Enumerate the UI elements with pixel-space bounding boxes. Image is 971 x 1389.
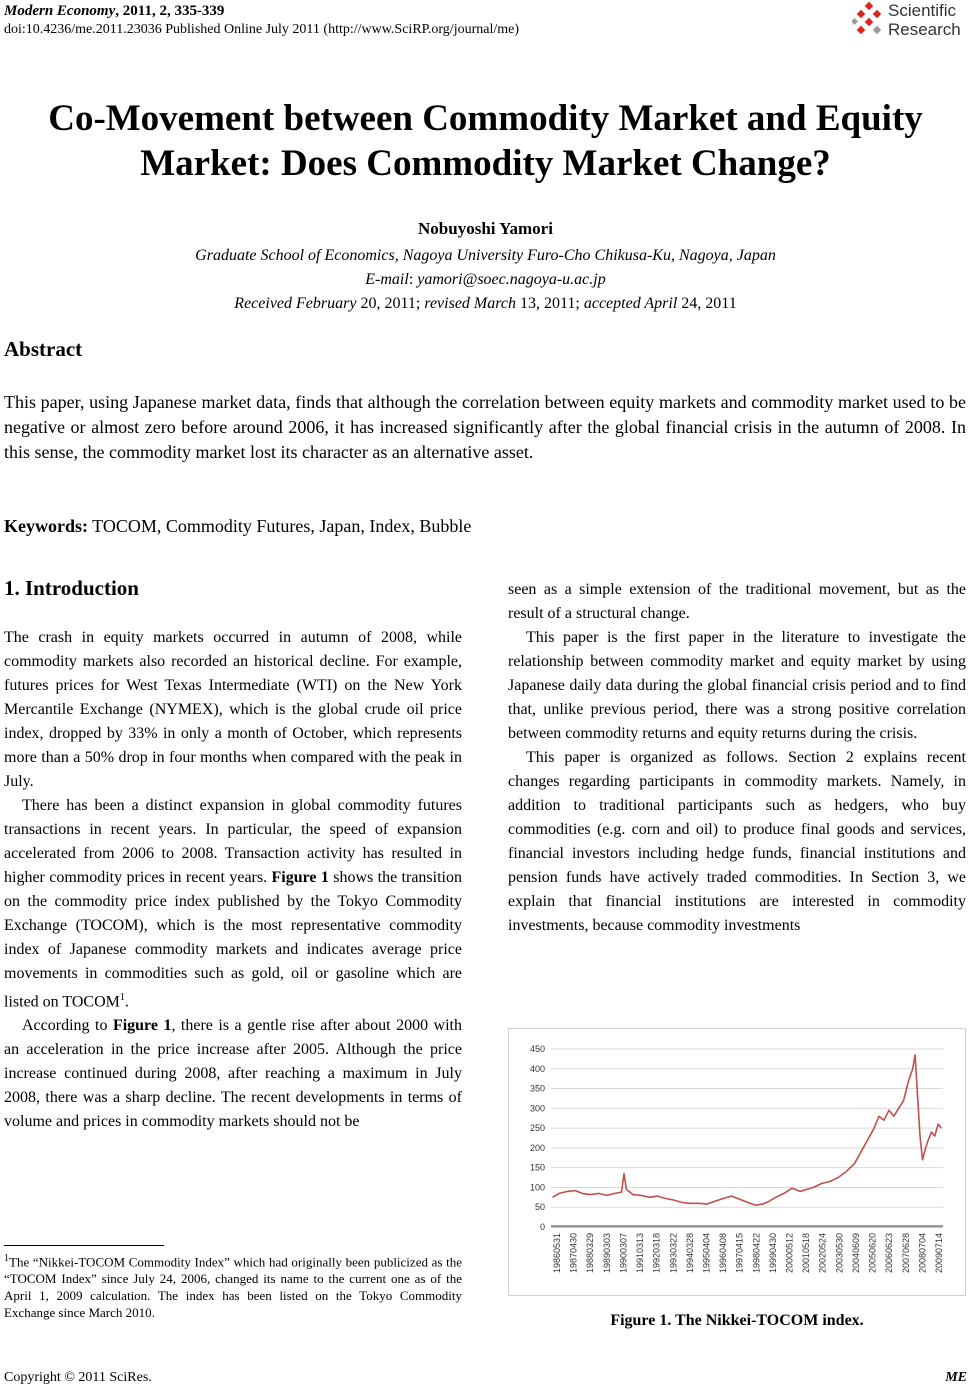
introduction-heading: 1. Introduction: [4, 576, 139, 600]
copyright-footer: Copyright © 2011 SciRes.: [4, 1370, 152, 1385]
affiliation-rest: , Nagoya University Furo-Cho Chikusa-Ku, Nagoya, Japan: [394, 247, 776, 264]
keywords-line: [4, 516, 966, 537]
figure-1-ref[interactable]: Figure 1: [271, 869, 329, 886]
x-tick-label: 19940328: [684, 1233, 695, 1274]
revised-label: revised March: [424, 295, 516, 312]
right-column: [508, 578, 966, 938]
publisher-logo: [852, 1, 968, 41]
x-tick-label: 19920318: [651, 1233, 662, 1274]
doi-line: doi:10.4236/me.2011.23036 Published Online July 2011 (http://www.SciRP.org/journal/me): [4, 22, 520, 37]
left-paragraph-3: [4, 1014, 462, 1134]
right-paragraph-2: This paper is the first paper in the literature to investigate the relationship between commodity market and equity market by using Japanese daily data during the global financial crisis period and to find that, unlike previous period, there was a strong positive correlation between commodity returns and equity returns during the crisis.: [508, 629, 966, 742]
title-line-2: Market: Does Commodity Market Change?: [140, 143, 831, 184]
left-column: [4, 626, 462, 1134]
figure-1-ref-2[interactable]: Figure 1: [112, 1017, 172, 1035]
school-name: Graduate School of Economics: [195, 247, 395, 264]
x-tick-label: 20040609: [850, 1233, 861, 1274]
footnote-ref-1[interactable]: 1: [119, 992, 125, 1003]
abstract-heading: Abstract: [4, 337, 83, 361]
footnote: [4, 1250, 462, 1321]
y-tick-label: 400: [529, 1063, 545, 1074]
journal-header: [4, 3, 224, 20]
x-tick-label: 20070628: [900, 1233, 911, 1274]
journal-volume: , 2011, 2, 335-339: [115, 3, 225, 19]
paper-title: [0, 96, 971, 186]
x-tick-label: 20010518: [801, 1233, 812, 1274]
y-tick-label: 350: [529, 1083, 545, 1094]
left-p3-part-a: According to: [22, 1017, 113, 1035]
y-tick-label: 100: [529, 1182, 545, 1193]
x-tick-label: 20060623: [884, 1233, 895, 1274]
y-tick-label: 0: [539, 1222, 545, 1232]
x-axis-band: [551, 1225, 943, 1227]
email-address: yamori@soec.nagoya-u.ac.jp: [417, 271, 606, 288]
keywords-label: Keywords:: [4, 516, 88, 536]
email-line: E-mail: yamori@soec.nagoya-u.ac.jp: [365, 271, 606, 288]
x-tick-label: 19910313: [635, 1233, 646, 1274]
y-tick-label: 250: [529, 1123, 545, 1134]
x-tick-label: 19870430: [568, 1233, 579, 1274]
left-paragraph-1: The crash in equity markets occurred in autumn of 2008, while commodity markets also recorded an historical decline. For example, futures prices for West Texas Intermediate (WTI) on the New York Mercantile Exchange (NYMEX), which is the global crude oil price index, dropped by 33% in only a month of October, which represents more than a 50% drop in four months when compared with the peak in July.: [4, 629, 462, 790]
journal-name: Modern Economy: [4, 3, 116, 19]
y-tick-label: 50: [534, 1202, 545, 1213]
abstract-text: This paper, using Japanese market data, finds that although the correlation between equity markets and commodity market used to be negative or almost zero before around 2006, it has increased significantly after the global financial crisis in the autumn of 2008. In this sense, the commodity market lost its character as an alternative asset.: [4, 392, 966, 462]
email-label: E-mail: [365, 271, 409, 288]
x-tick-label: 19900307: [618, 1233, 629, 1274]
affiliation-block: [0, 244, 971, 316]
accepted-date: 24, 2011: [677, 295, 737, 312]
left-p2-end: .: [124, 993, 129, 1011]
title-line-1: Co-Movement between Commodity Market and Equity: [48, 98, 923, 139]
figure-caption: Figure 1. The Nikkei-TOCOM index.: [610, 1312, 864, 1329]
revised-date: 13, 2011;: [515, 295, 584, 312]
logo-line-1: Scientific: [888, 1, 957, 20]
right-paragraph-3: This paper is organized as follows. Section 2 explains recent changes regarding participants in commodity markets. Namely, in addition to traditional participants such as hedgers, who buy commodities (e.g. corn and oil) to produce final goods and services, financial investors including hedge funds, financial institutions and pension funds have actively traded commodities. In Section 3, we explain that financial institutions are interested in commodity investments, because commodity investments: [508, 749, 966, 934]
scientific-research-logo-icon: [852, 1, 886, 39]
x-tick-label: 19970415: [734, 1233, 745, 1274]
footnote-rule: [4, 1245, 164, 1246]
x-tick-label: 19890303: [601, 1233, 612, 1274]
dates-line: [0, 292, 971, 316]
left-paragraph-2: [4, 794, 462, 1014]
x-tick-label: 20050620: [867, 1233, 878, 1274]
footnote-number: 1: [4, 1253, 9, 1264]
left-p2-part-b: shows the transition on the commodity price index published by the Tokyo Commodity Exchange (TOCOM), which is the most representative commodity index of Japanese commodity markets and indicates average price movements in commodities such as gold, oil or gasoline which are listed on TOCOM: [4, 869, 462, 1011]
nikkei-tocom-line-chart: [509, 1029, 965, 1295]
y-tick-label: 150: [529, 1162, 545, 1173]
left-p3-part-b: , there is a gentle rise after about 2000 with an acceleration in the price increase after 2005. Although the price increase continued during 2008, after reaching a maximum in July 2008, there was a sharp decline. The recent developments in terms of volume and prices in commodity markets should not be: [4, 1017, 462, 1131]
x-tick-label: 19960408: [718, 1233, 729, 1274]
x-tick-label: 20000512: [784, 1233, 795, 1274]
x-tick-label: 19880329: [585, 1233, 596, 1274]
y-tick-label: 200: [529, 1142, 545, 1153]
journal-abbrev-footer: ME: [945, 1370, 967, 1385]
right-paragraph-1: seen as a simple extension of the traditional movement, but as the result of a structural change.: [508, 581, 966, 622]
footnote-text: The “Nikkei-TOCOM Commodity Index” which had originally been publicized as the “TOCOM Index” since July 24, 2006, changed its name to the current one as of the April 1, 2009 calculation. The index has been listed on the Tokyo Commodity Exchange since March 2010.: [4, 1254, 462, 1321]
y-tick-label: 300: [529, 1103, 545, 1114]
x-tick-label: 19950404: [701, 1233, 712, 1274]
accepted-label: accepted April: [583, 295, 678, 312]
y-tick-label: 450: [529, 1044, 545, 1054]
affiliation-line: [0, 244, 971, 268]
x-tick-label: 20020524: [817, 1233, 828, 1274]
x-tick-label: 20090714: [934, 1233, 944, 1274]
x-tick-label: 19930322: [668, 1233, 679, 1274]
x-tick-label: 20030530: [834, 1233, 845, 1274]
received-date: 20, 2011;: [356, 295, 425, 312]
author-name: Nobuyoshi Yamori: [418, 219, 553, 238]
series-line: [553, 1055, 942, 1205]
x-tick-label: 19860531: [552, 1233, 562, 1274]
x-tick-label: 20080704: [917, 1233, 928, 1274]
keywords-list: TOCOM, Commodity Futures, Japan, Index, Bubble: [88, 516, 472, 536]
left-p2-part-a: There has been a distinct expansion in global commodity futures transactions in recent years. In particular, the speed of expansion accelerated from 2006 to 2008. Transaction activity has resulted in higher commodity prices in recent years.: [4, 797, 462, 886]
x-tick-label: 19980422: [751, 1233, 762, 1274]
logo-line-2: Research: [888, 20, 961, 39]
x-tick-label: 19990430: [767, 1233, 778, 1274]
figure-1-chart: [508, 1028, 966, 1296]
received-label: Received February: [234, 295, 357, 312]
